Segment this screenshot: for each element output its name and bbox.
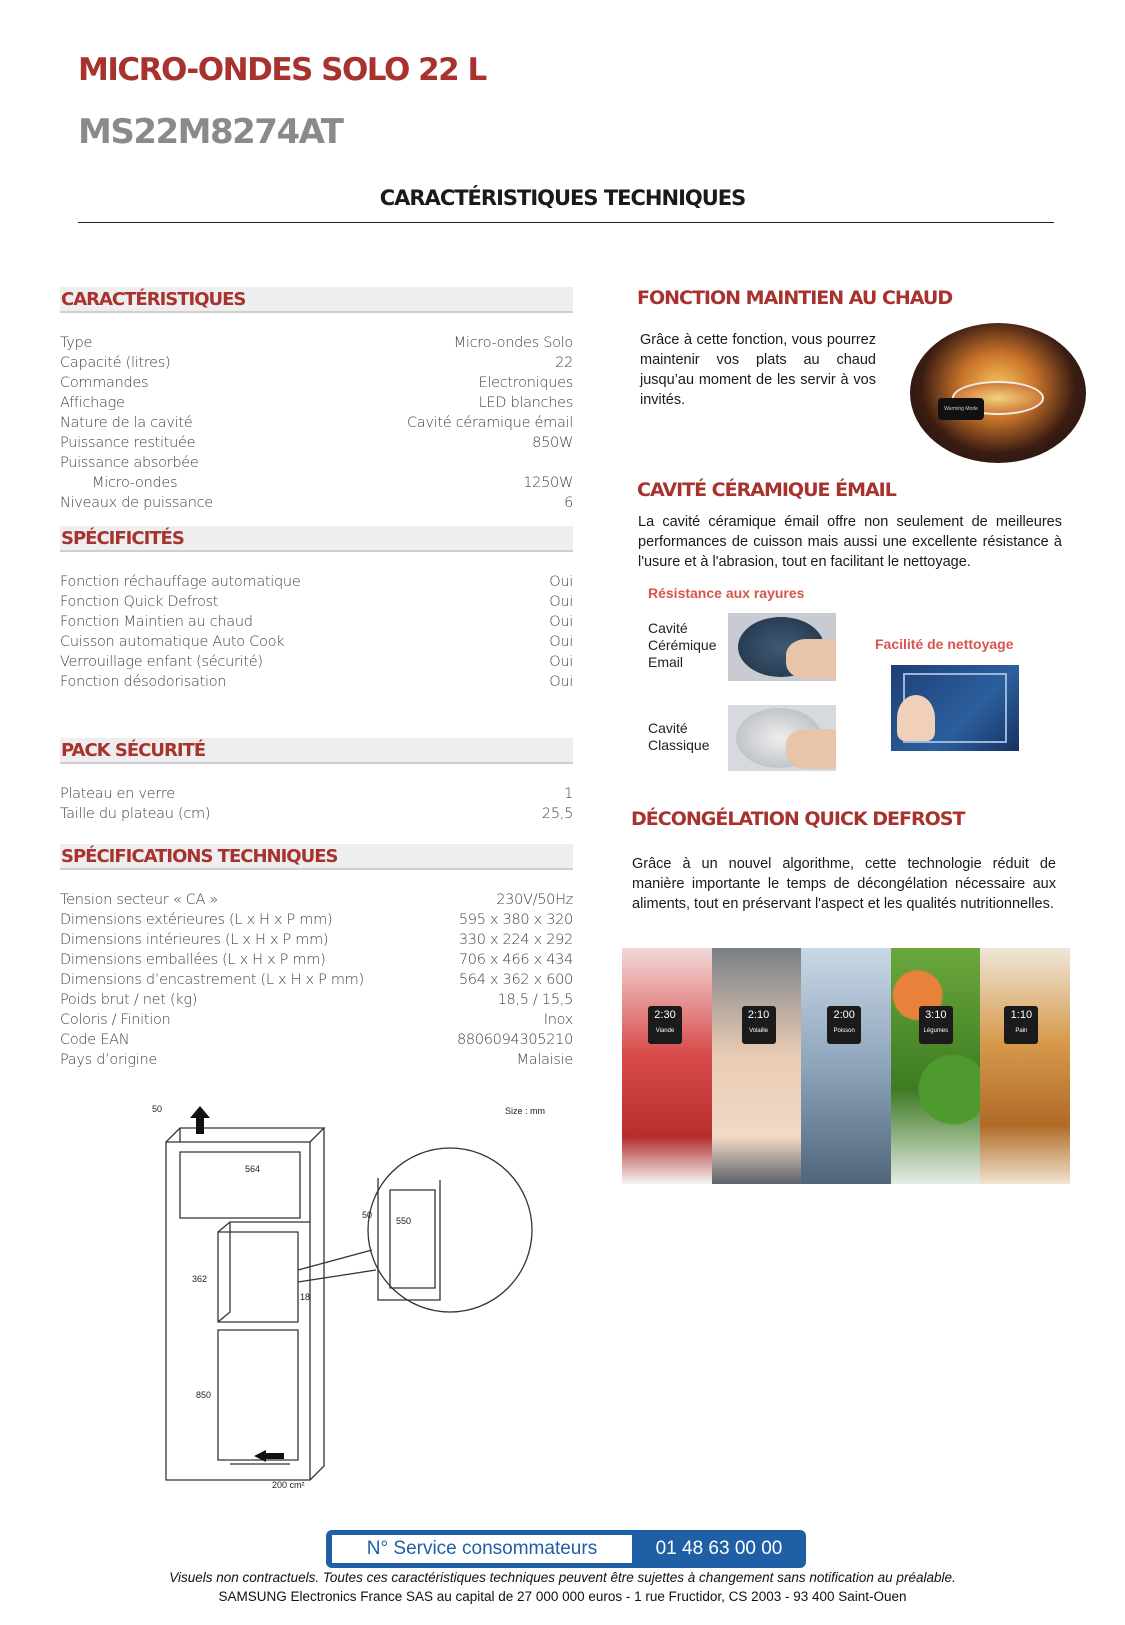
spec-row bbox=[60, 672, 573, 692]
spec-list-caracteristiques bbox=[60, 333, 573, 513]
spec-row bbox=[60, 950, 573, 970]
service-banner bbox=[326, 1530, 806, 1568]
spec-value: Oui bbox=[549, 674, 573, 690]
spec-label: Plateau en verre bbox=[60, 786, 175, 802]
defrost-panel-poultry bbox=[712, 948, 802, 1184]
text-cavite: La cavité céramique émail offre non seulement de meilleures performances de cuisson mais aussi une excellente résistance à l'usure et à l'abrasion, tout en facilitant le nettoyage. bbox=[638, 514, 1062, 570]
spec-value: LED blanches bbox=[478, 395, 573, 411]
spec-label: Fonction désodorisation bbox=[60, 674, 227, 690]
timer-display: 2:30 Viande bbox=[648, 1006, 682, 1044]
cabinet-outline bbox=[166, 1142, 310, 1480]
spec-value: Malaisie bbox=[516, 1052, 573, 1068]
spec-label: Verrouillage enfant (sécurité) bbox=[60, 654, 263, 670]
spec-value: Oui bbox=[549, 614, 573, 630]
caption-cleaning: Facilité de nettoyage bbox=[875, 636, 1014, 652]
spec-row bbox=[60, 572, 573, 592]
service-label: N° Service consommateurs bbox=[332, 1535, 632, 1563]
spec-row bbox=[60, 353, 573, 373]
spec-value: Electroniques bbox=[478, 375, 573, 391]
spec-row bbox=[60, 1010, 573, 1030]
spec-row bbox=[60, 592, 573, 612]
spec-value: 22 bbox=[555, 355, 573, 371]
spec-row bbox=[60, 890, 573, 910]
spec-label: Dimensions intérieures (L x H x P mm) bbox=[60, 932, 329, 948]
spec-value: Cavité céramique émail bbox=[406, 415, 573, 431]
defrost-panel-fish bbox=[801, 948, 891, 1184]
installation-diagram bbox=[150, 1100, 570, 1500]
dim-base: 850 bbox=[196, 1390, 212, 1400]
spec-value: 18,5 / 15,5 bbox=[497, 992, 573, 1008]
service-phone-number[interactable]: 01 48 63 00 00 bbox=[655, 1538, 783, 1559]
spec-row bbox=[60, 990, 573, 1010]
spec-row bbox=[60, 910, 573, 930]
photo-ceramic-scratch-test bbox=[728, 613, 836, 681]
dim-side: 18 bbox=[300, 1292, 311, 1302]
dim-vent: 200 cm² bbox=[272, 1480, 305, 1490]
spec-row bbox=[60, 970, 573, 990]
spec-value: Oui bbox=[549, 594, 573, 610]
spec-label: Coloris / Finition bbox=[60, 1012, 171, 1028]
zoom-dim-b: 550 bbox=[396, 1216, 412, 1226]
spec-value: 330 x 224 x 292 bbox=[458, 932, 573, 948]
spec-row bbox=[60, 804, 573, 824]
cleaning-hand bbox=[897, 695, 935, 741]
spec-value: Oui bbox=[549, 634, 573, 650]
spec-row bbox=[60, 652, 573, 672]
spec-row bbox=[60, 612, 573, 632]
spec-label: Capacité (litres) bbox=[60, 355, 171, 371]
dim-top: 50 bbox=[152, 1104, 163, 1114]
spec-label: Fonction réchauffage automatique bbox=[60, 574, 301, 590]
spec-row bbox=[60, 433, 573, 453]
spec-value: Micro-ondes Solo bbox=[453, 335, 573, 351]
caption-resistance: Résistance aux rayures bbox=[648, 585, 805, 601]
spec-value: 1250W bbox=[523, 475, 573, 491]
spec-label: Fonction Quick Defrost bbox=[60, 594, 219, 610]
section-heading-pack-securite: PACK SÉCURITÉ bbox=[60, 738, 573, 764]
spec-value: Oui bbox=[549, 654, 573, 670]
timer-display: 2:10 Volaille bbox=[742, 1006, 776, 1044]
spec-label: Pays d’origine bbox=[60, 1052, 158, 1068]
text-defrost: Grâce à un nouvel algorithme, cette technologie réduit de manière importante le temps de décongélation nécessaire aux aliments, tout en préservant l'aspect et les qualités nutritionnelles. bbox=[632, 856, 1056, 912]
defrost-panel-meat bbox=[622, 948, 712, 1184]
spec-row bbox=[60, 493, 573, 513]
spec-label: Niveaux de puissance bbox=[60, 495, 213, 511]
spec-label: Tension secteur « CA » bbox=[60, 892, 218, 908]
spec-label: Cuisson automatique Auto Cook bbox=[60, 634, 285, 650]
spec-label: Micro-ondes bbox=[92, 475, 178, 491]
spec-value: 230V/50Hz bbox=[496, 892, 573, 908]
spec-row bbox=[60, 333, 573, 353]
spec-value: 564 x 362 x 600 bbox=[458, 972, 573, 988]
spec-value: 850W bbox=[532, 435, 573, 451]
heading-defrost: DÉCONGÉLATION QUICK DEFROST bbox=[631, 808, 965, 830]
spec-label: Puissance absorbée bbox=[60, 455, 199, 471]
spec-list-specificites bbox=[60, 572, 573, 692]
spec-list-specifications bbox=[60, 890, 573, 1070]
timer-display: 3:10 Légumes bbox=[919, 1006, 953, 1044]
footer-company: SAMSUNG Electronics France SAS au capital de 27 000 000 euros - 1 rue Fructidor, CS 2003 - 93 400 Saint-Ouen bbox=[218, 1589, 907, 1604]
spec-label: Fonction Maintien au chaud bbox=[60, 614, 253, 630]
section-heading-specifications: SPÉCIFICATIONS TECHNIQUES bbox=[60, 844, 573, 870]
spec-label: Dimensions extérieures (L x H x P mm) bbox=[60, 912, 333, 928]
spec-label: Taille du plateau (cm) bbox=[60, 806, 211, 822]
dim-width: 564 bbox=[245, 1164, 261, 1174]
spec-row bbox=[60, 930, 573, 950]
product-title: MICRO-ONDES SOLO 22 L bbox=[78, 52, 486, 88]
zoom-dim-a: 50 bbox=[362, 1210, 373, 1220]
spec-label: Puissance restituée bbox=[60, 435, 196, 451]
spec-value: 595 x 380 x 320 bbox=[458, 912, 573, 928]
spec-row bbox=[60, 393, 573, 413]
photo-warming-dish bbox=[910, 323, 1086, 463]
spec-row bbox=[60, 632, 573, 652]
caption-ceramic: Cavité Cérémique Email bbox=[648, 620, 717, 670]
heading-divider bbox=[78, 222, 1054, 223]
text-maintien: Grâce à cette fonction, vous pourrez maintenir vos plats au chaud jusqu’au moment de les servir à vos invités. bbox=[640, 332, 876, 408]
spec-label: Commandes bbox=[60, 375, 149, 391]
timer-display: 2:00 Poisson bbox=[827, 1006, 861, 1044]
defrost-panel-bread bbox=[980, 948, 1070, 1184]
section-heading-specificites: SPÉCIFICITÉS bbox=[60, 526, 573, 552]
defrost-panel-vegetables bbox=[891, 948, 981, 1184]
spec-label: Affichage bbox=[60, 395, 125, 411]
arrow-up-icon bbox=[190, 1106, 210, 1134]
spec-label: Poids brut / net (kg) bbox=[60, 992, 198, 1008]
defrost-strip bbox=[622, 948, 1070, 1184]
timer-display: 1:10 Pain bbox=[1004, 1006, 1038, 1044]
spec-value: Oui bbox=[549, 574, 573, 590]
spec-value: 706 x 466 x 434 bbox=[458, 952, 573, 968]
warming-mode-display: Warming Mode bbox=[938, 398, 984, 420]
spec-value: Inox bbox=[543, 1012, 573, 1028]
model-number: MS22M8274AT bbox=[78, 112, 343, 152]
spec-value: 25,5 bbox=[541, 806, 573, 822]
size-unit-label: Size : mm bbox=[505, 1106, 546, 1116]
section-heading-caracteristiques: CARACTÉRISTIQUES bbox=[60, 287, 573, 313]
hand-ceramic bbox=[786, 639, 836, 679]
photo-cleaning bbox=[891, 665, 1019, 751]
spec-label: Dimensions d’encastrement (L x H x P mm) bbox=[60, 972, 364, 988]
hand-classic bbox=[786, 729, 836, 769]
spec-row bbox=[60, 1030, 573, 1050]
spec-row bbox=[60, 1050, 573, 1070]
spec-row bbox=[60, 373, 573, 393]
heading-maintien: FONCTION MAINTIEN AU CHAUD bbox=[637, 287, 953, 309]
photo-classic-scratch-test bbox=[728, 705, 836, 771]
spec-row bbox=[60, 473, 573, 493]
caption-classic: Cavité Classique bbox=[648, 720, 710, 753]
spec-label: Nature de la cavité bbox=[60, 415, 193, 431]
spec-value: 6 bbox=[564, 495, 573, 511]
spec-row bbox=[60, 784, 573, 804]
document-heading: CARACTÉRISTIQUES TECHNIQUES bbox=[379, 186, 746, 210]
spec-row bbox=[60, 413, 573, 433]
spec-label: Code EAN bbox=[60, 1032, 130, 1048]
spec-label: Dimensions emballées (L x H x P mm) bbox=[60, 952, 326, 968]
spec-label: Type bbox=[60, 335, 93, 351]
spec-value: 1 bbox=[564, 786, 573, 802]
footer-disclaimer: Visuels non contractuels. Toutes ces caractéristiques techniques peuvent être sujettes à changement sans notification au préalable. bbox=[169, 1570, 956, 1585]
spec-value: 8806094305210 bbox=[456, 1032, 573, 1048]
heading-cavite: CAVITÉ CÉRAMIQUE ÉMAIL bbox=[637, 479, 896, 501]
spec-list-pack-securite bbox=[60, 784, 573, 824]
dim-height: 362 bbox=[192, 1274, 208, 1284]
spec-row bbox=[60, 453, 573, 473]
